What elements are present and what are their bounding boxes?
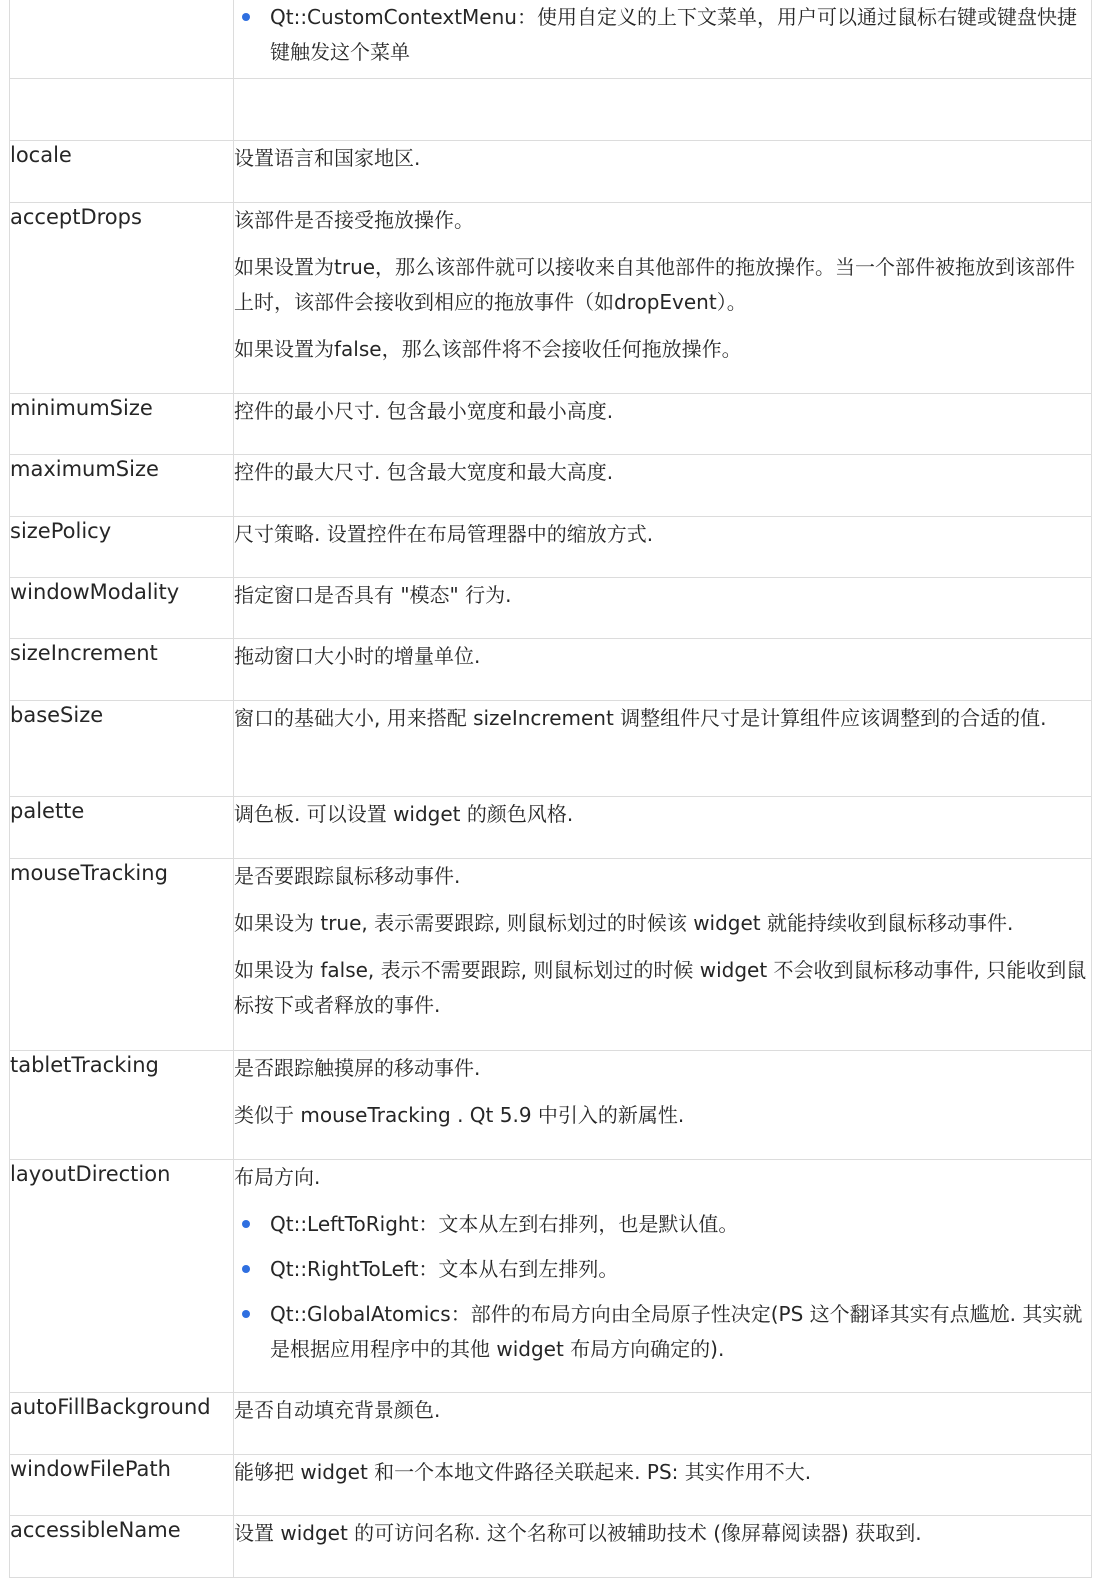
table-row	[10, 455, 1092, 517]
property-name-cell: minimumSize	[10, 394, 234, 455]
property-description-cell	[234, 701, 1092, 797]
property-name-cell: sizeIncrement	[10, 639, 234, 701]
description-paragraph: 拖动窗口大小时的增量单位.	[234, 644, 481, 668]
property-name-cell: maximumSize	[10, 455, 234, 517]
bullet-list	[234, 1207, 1091, 1367]
property-name-cell	[10, 0, 234, 79]
description-paragraph: 设置语言和国家地区.	[234, 146, 421, 170]
property-description-cell	[234, 578, 1092, 639]
property-description-cell	[234, 639, 1092, 701]
description-paragraph: 窗口的基础大小, 用来搭配 sizeIncrement 调整组件尺寸是计算组件应该调整到的合适的值.	[234, 706, 1047, 730]
bullet-text: Qt::CustomContextMenu：使用自定义的上下文菜单，用户可以通过鼠标右键或键盘快捷键触发这个菜单	[270, 5, 1077, 64]
property-name-cell: windowFilePath	[10, 1455, 234, 1516]
property-name-cell	[10, 79, 234, 141]
property-name-cell: tabletTracking	[10, 1051, 234, 1160]
table-row	[10, 1516, 1092, 1578]
property-description-cell	[234, 394, 1092, 455]
table-row	[10, 859, 1092, 1051]
property-description-cell	[234, 1160, 1092, 1393]
description-paragraph: 控件的最小尺寸. 包含最小宽度和最小高度.	[234, 399, 614, 423]
property-name-cell: acceptDrops	[10, 203, 234, 394]
description-paragraph: 是否跟踪触摸屏的移动事件.	[234, 1056, 481, 1080]
table-row	[10, 394, 1092, 455]
property-name-cell: windowModality	[10, 578, 234, 639]
property-name-cell: mouseTracking	[10, 859, 234, 1051]
description-paragraph: 控件的最大尺寸. 包含最大宽度和最大高度.	[234, 460, 614, 484]
bullet-dot-icon	[242, 13, 250, 21]
description-paragraph: 设置 widget 的可访问名称. 这个名称可以被辅助技术 (像屏幕阅读器) 获取到.	[234, 1521, 922, 1545]
table-row	[10, 578, 1092, 639]
bullet-item	[234, 1252, 1091, 1287]
description-paragraph: 能够把 widget 和一个本地文件路径关联起来. PS: 其实作用不大.	[234, 1460, 812, 1484]
property-description-cell	[234, 203, 1092, 394]
bullet-list	[234, 0, 1091, 70]
description-paragraph: 如果设为 true, 表示需要跟踪, 则鼠标划过的时候该 widget 就能持续收到鼠标移动事件.	[234, 911, 1014, 935]
property-table-body	[10, 0, 1092, 1578]
table-row	[10, 0, 1092, 79]
description-paragraph: 是否要跟踪鼠标移动事件.	[234, 864, 461, 888]
table-row	[10, 639, 1092, 701]
description-paragraph: 布局方向.	[234, 1165, 321, 1189]
property-description-cell	[234, 141, 1092, 203]
table-row	[10, 203, 1092, 394]
bullet-dot-icon	[242, 1265, 250, 1273]
description-paragraph: 如果设为 false, 表示不需要跟踪, 则鼠标划过的时候 widget 不会收到鼠标移动事件, 只能收到鼠标按下或者释放的事件.	[234, 958, 1087, 1017]
property-description-cell	[234, 797, 1092, 859]
bullet-item	[234, 0, 1091, 70]
property-name-cell: accessibleName	[10, 1516, 234, 1578]
description-paragraph: 调色板. 可以设置 widget 的颜色风格.	[234, 802, 574, 826]
bullet-item	[234, 1297, 1091, 1367]
property-description-cell	[234, 859, 1092, 1051]
description-paragraph: 尺寸策略. 设置控件在布局管理器中的缩放方式.	[234, 522, 654, 546]
property-description-cell	[234, 455, 1092, 517]
description-paragraph: 该部件是否接受拖放操作。	[234, 208, 474, 232]
description-paragraph: 如果设置为true，那么该部件就可以接收来自其他部件的拖放操作。当一个部件被拖放到该部件上时，该部件会接收到相应的拖放事件（如dropEvent）。	[234, 255, 1076, 314]
table-row	[10, 1051, 1092, 1160]
table-row	[10, 517, 1092, 578]
bullet-item	[234, 1207, 1091, 1242]
property-description-cell	[234, 1051, 1092, 1160]
table-row	[10, 701, 1092, 797]
table-row	[10, 1160, 1092, 1393]
bullet-text: Qt::LeftToRight：文本从左到右排列，也是默认值。	[270, 1212, 739, 1236]
description-paragraph: 指定窗口是否具有 "模态" 行为.	[234, 583, 512, 607]
table-row	[10, 797, 1092, 859]
description-paragraph: 是否自动填充背景颜色.	[234, 1398, 441, 1422]
bullet-dot-icon	[242, 1310, 250, 1318]
property-name-cell: autoFillBackground	[10, 1393, 234, 1455]
property-description-cell	[234, 517, 1092, 578]
table-row	[10, 1393, 1092, 1455]
property-description-cell	[234, 79, 1092, 141]
property-name-cell: sizePolicy	[10, 517, 234, 578]
property-table	[9, 0, 1092, 1578]
table-row	[10, 141, 1092, 203]
bullet-text: Qt::GlobalAtomics：部件的布局方向由全局原子性决定(PS 这个翻译其实有点尴尬. 其实就是根据应用程序中的其他 widget 布局方向确定的).	[270, 1302, 1083, 1361]
property-description-cell	[234, 1393, 1092, 1455]
property-description-cell	[234, 1516, 1092, 1578]
property-name-cell: palette	[10, 797, 234, 859]
property-description-cell	[234, 1455, 1092, 1516]
property-description-cell	[234, 0, 1092, 79]
property-name-cell: baseSize	[10, 701, 234, 797]
table-row	[10, 1455, 1092, 1516]
bullet-dot-icon	[242, 1220, 250, 1228]
bullet-text: Qt::RightToLeft：文本从右到左排列。	[270, 1257, 619, 1281]
table-row	[10, 79, 1092, 141]
property-name-cell: locale	[10, 141, 234, 203]
description-paragraph: 如果设置为false，那么该部件将不会接收任何拖放操作。	[234, 337, 742, 361]
description-paragraph: 类似于 mouseTracking . Qt 5.9 中引入的新属性.	[234, 1103, 685, 1127]
property-name-cell: layoutDirection	[10, 1160, 234, 1393]
